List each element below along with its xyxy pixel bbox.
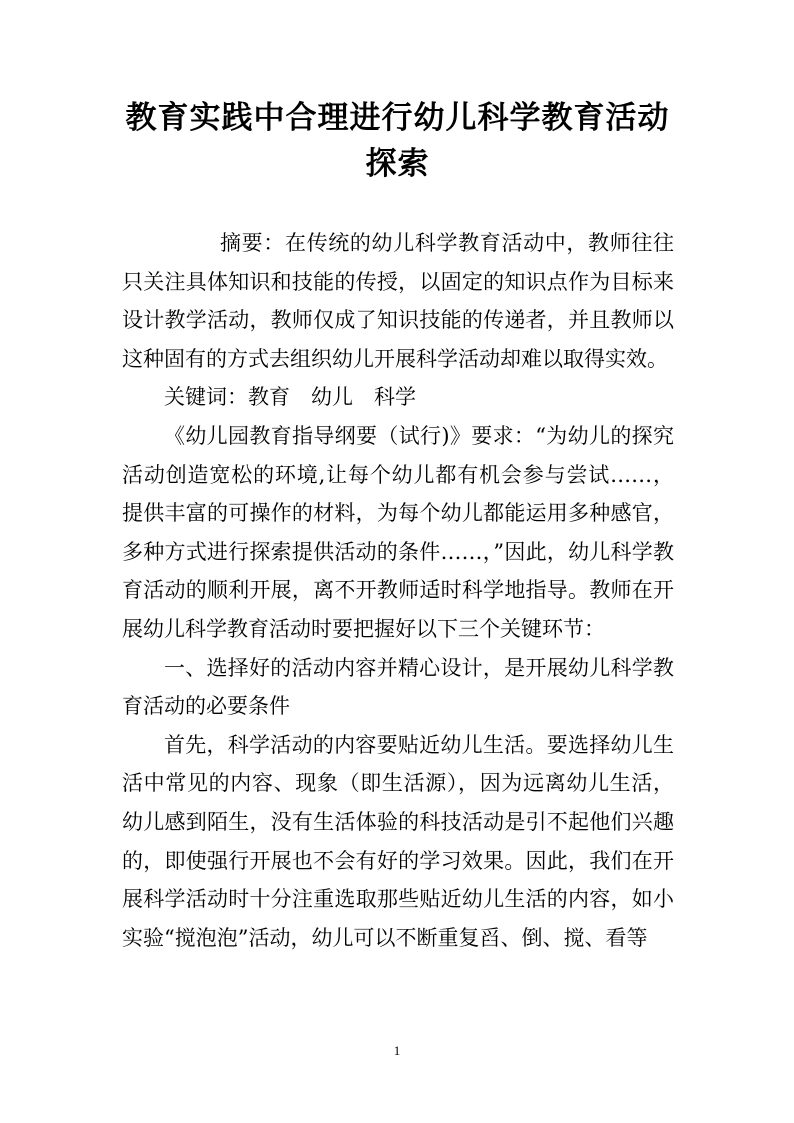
abstract-paragraph: 摘要：在传统的幼儿科学教育活动中，教师往往只关注具体知识和技能的传授，以固定的知识点作为目标来设计教学活动，教师仅成了知识技能的传递者，并且教师以这种固有的方式去组织幼儿开展科学活动却难以取得实效。 xyxy=(122,231,674,371)
document-body xyxy=(122,224,674,957)
body-paragraph: 首先，科学活动的内容要贴近幼儿生活。要选择幼儿生活中常见的内容、现象（即生活源），因为远离幼儿生活，幼儿感到陌生，没有生活体验的科技活动是引不起他们兴趣的，即使强行开展也不会有好的学习效果。因此，我们在开展科学活动时十分注重选取那些贴近幼儿生活的内容，如小实验“搅泡泡”活动，幼儿可以不断重复舀、倒、搅、看等 xyxy=(122,732,674,950)
page-number: 1 xyxy=(393,1043,401,1058)
body-paragraph: 《幼儿园教育指导纲要（试行)》要求：“为幼儿的探究活动创造宽松的环境,让每个幼儿都有机会参与尝试……，提供丰富的可操作的材料，为每个幼儿都能运用多种感官，多种方式进行探索提供活动的条件……，”因此，幼儿科学教育活动的顺利开展，离不开教师适时科学地指导。教师在开展幼儿科学教育活动时要把握好以下三个关键环节： xyxy=(122,423,674,641)
section-heading: 一、选择好的活动内容并精心设计，是开展幼儿科学教育活动的必要条件 xyxy=(122,655,674,719)
keywords-line: 关键词：教育 幼儿 科学 xyxy=(164,385,416,410)
document-title: 教育实践中合理进行幼儿科学教育活动探索 xyxy=(125,100,670,182)
